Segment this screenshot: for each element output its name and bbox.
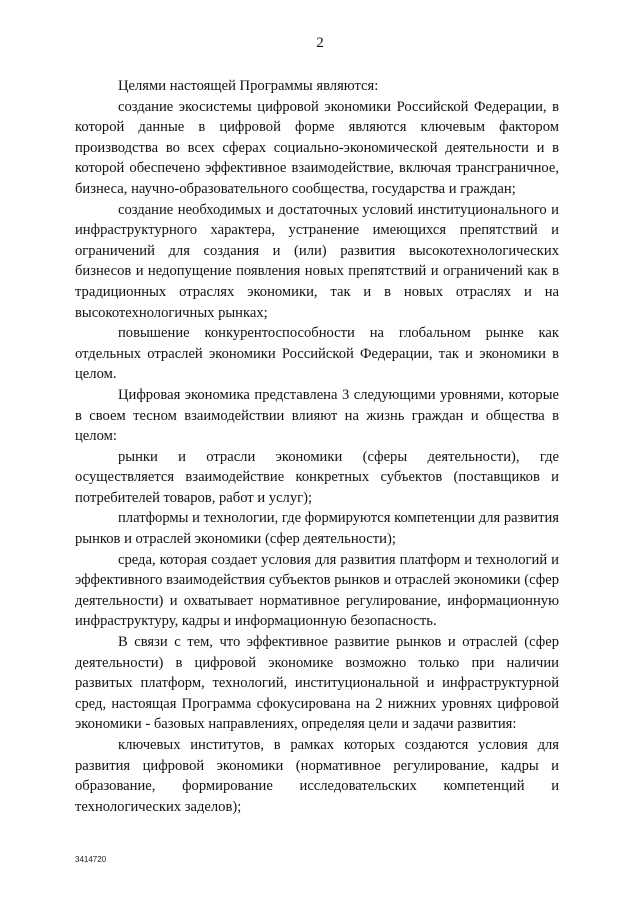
paragraph-levels-intro: Цифровая экономика представлена 3 следующими уровнями, которые в своем тесном взаимодействии влияют на жизнь граждан и общества в целом: <box>75 386 559 445</box>
paragraph-level-platforms: платформы и технологии, где формируются компетенции для развития рынков и отраслей экономики (сфер деятельности); <box>75 510 559 548</box>
paragraph-goal-ecosystem: создание экосистемы цифровой экономики Российской Федерации, в которой данные в цифровой форме являются ключевым фактором производства во всех сферах социально-экономической деятельности и в которой обеспечено эффективное взаимодействие, включая трансграничное, бизнеса, научно-образовательного сообщества, государства и граждан; <box>75 98 559 197</box>
paragraph-goals-intro: Целями настоящей Программы являются: <box>118 78 379 94</box>
paragraph-goal-conditions: создание необходимых и достаточных условий институционального и инфраструктурного характера, устранение имеющихся препятствий и ограничений для создания и (или) развития высокотехнологических бизнесов и недопущение появления новых препятствий и ограничений как в традиционных отраслях экономики, так и в новых отраслях и на высокотехнологичных рынках; <box>75 201 559 321</box>
paragraph-key-institutions: ключевых институтов, в рамках которых создаются условия для развития цифровой экономики (нормативное регулирование, кадры и образование, формирование исследовательских компетенций и технологических заделов); <box>75 737 559 815</box>
paragraph-level-environment: среда, которая создает условия для развития платформ и технологий и эффективного взаимодействия субъектов рынков и отраслей экономики (сфер деятельности) и охватывает нормативное регулирование, информационную инфраструктуру, кадры и информационную безопасность. <box>75 551 559 630</box>
paragraph-goal-competitiveness: повышение конкурентоспособности на глобальном рынке как отдельных отраслей экономики Российской Федерации, так и экономики в целом. <box>75 325 559 383</box>
paragraph-program-focus: В связи с тем, что эффективное развитие рынков и отраслей (сфер деятельности) в цифровой экономике возможно только при наличии развитых платформ, технологий, институциональной и инфраструктурной сред, настоящая Программа сфокусирована на 2 нижних уровнях цифровой экономики - базовых направлениях, определяя цели и задачи развития: <box>75 634 559 733</box>
page-number: 2 <box>316 35 324 51</box>
paragraph-level-markets: рынки и отрасли экономики (сферы деятельности), где осуществляется взаимодействие конкретных субъектов (поставщиков и потребителей товаров, работ и услуг); <box>75 448 559 506</box>
document-body <box>75 76 559 817</box>
document-code: 3414720 <box>75 855 107 864</box>
